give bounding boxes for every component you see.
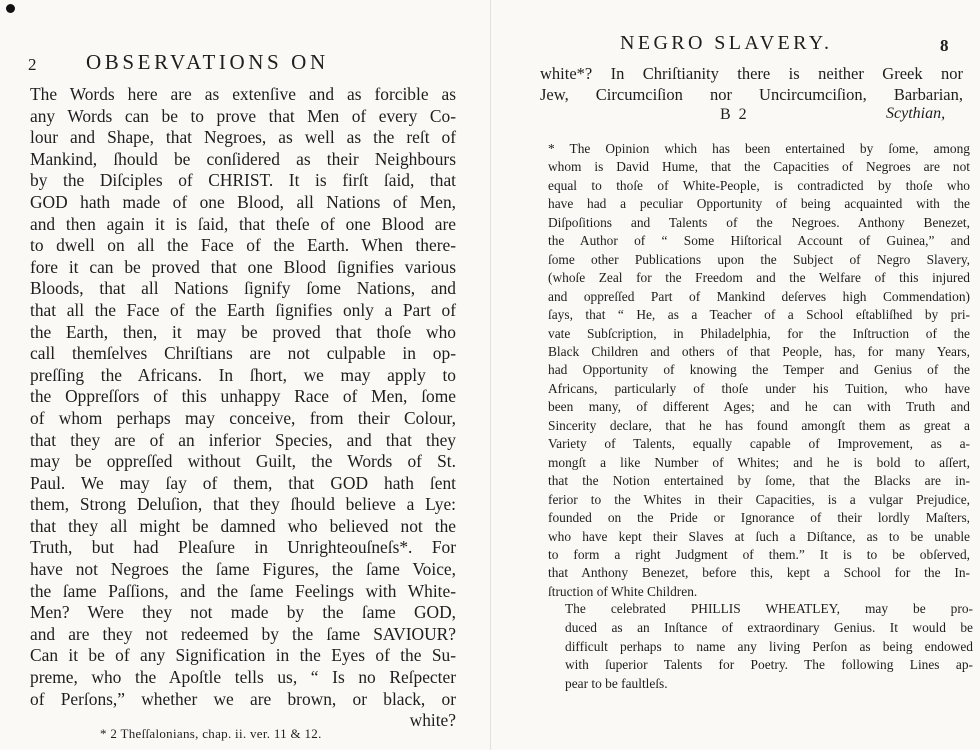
footnote-line: pear to be faultleſs. [565,676,668,692]
footnote-line: with ſuperior Talents for Poetry. The following Lines ap- [565,657,973,673]
text-line: white*? In Chriſtianity there is neither Greek nor [540,64,963,83]
text-line: that they all might be damned who believed not the [30,515,456,536]
text-line: that they are of an inferior Species, and that they [30,429,456,450]
footnote-line: and oppreſſed Part of Mankind deſerves high Commendation) [548,288,970,304]
catchword: Scythian, [886,105,946,122]
footnote-line: Black Children and others of that People, has, for many Years, [548,343,970,359]
wheatley-paragraph [565,600,973,694]
text-line: the Oppreſſors of this unhappy Race of Men, ſome [30,386,456,407]
text-line: of Perſons,” whether we are brown, or black, or [30,688,456,709]
text-line: call themſelves Chriſtians are not culpable in op- [30,343,456,364]
text-line: preſſing the Africans. In ſhort, we may apply to [30,364,456,385]
footnote-line: who have kept their Slaves at ſuch a Diſtance, as to be unable [548,528,970,544]
footnote-line: ſtruction of White Children. [548,583,698,599]
footnote-line: been many, of different Ages; and he can with Truth and [548,399,970,415]
footnote-line: ſome other Publications upon the Subject of Negro Slavery, [548,251,970,267]
footnote-line: Africans, particularly of thoſe under his Tuition, who have [548,380,970,396]
text-line: the Earth, then, it may be proved that thoſe who [30,321,456,342]
scripture-footnote: * 2 Theſſalonians, chap. ii. ver. 11 & 12. [100,726,322,741]
footnote-line: Variety of Talents, equally capable of Improvement, as a- [548,436,970,452]
text-line: Can it be of any Signification in the Eyes of the Su- [30,645,456,666]
footnote-line: that the Notion entertained by ſome, that the Blacks are in- [548,473,970,489]
text-line: any Words can be to prove that Men of every Co- [30,105,456,126]
text-line: have not Negroes the ſame Figures, the ſame Voice, [30,559,456,580]
text-line: by the Diſciples of CHRIST. It is firſt ſaid, that [30,170,456,191]
text-line: of whom perhaps may conceive, from their Colour, [30,407,456,428]
right-page-number: 8 [940,36,949,55]
text-line: Paul. We may ſay of them, that GOD hath ſent [30,472,456,493]
text-line: Truth, but had Pleaſure in Unrighteouſneſs*. For [30,537,456,558]
hume-footnote [548,140,970,601]
text-line: the ſame Paſſions, and the ſame Feelings with White- [30,580,456,601]
footnote-line: the Author of “ Some Hiſtorical Account of Guinea,” and [548,233,970,249]
footnote-line: duced as an Inſtance of extraordinary Genius. It would be [565,619,973,635]
text-line: preme, who the Apoſtle tells us, “ Is no Reſpecter [30,667,456,688]
footnote-line: ſays, that “ He, as a Teacher of a School eſtabliſhed by pri- [548,307,970,323]
text-line: Men? Were they not made by the ſame GOD, [30,602,456,623]
footnote-line: * The Opinion which has been entertained by ſome, among [548,141,970,156]
signature-mark: B 2 [720,106,749,123]
text-line: and are they not redeemed by the ſame SAVIOUR? [30,623,456,644]
text-line: and then again it is ſaid, that theſe of one Blood are [30,213,456,234]
text-line: lour and Shape, that Negroes, as well as the reſt of [30,127,456,148]
text-line: Jew, Circumciſion nor Uncircumciſion, Barbarian, [540,84,963,104]
text-line: to dwell on all the Face of the Earth. When there- [30,235,456,256]
footnote-line: have had a peculiar Opportunity of being acquainted with the [548,196,970,212]
left-page-number: 2 [28,55,37,74]
footnote-line: Sincerity declare, that he has found amongſt them as great a [548,417,970,433]
footnote-line: that Anthony Benezet, before this, kept a School for the In- [548,565,970,581]
ink-blot-mark [6,4,15,13]
text-line: Bloods, that all Nations ſignify ſome Nations, and [30,278,456,299]
footnote-line: equal to thoſe of White-People, is contradicted by thoſe who [548,177,970,193]
footnote-line: whom is David Hume, that the Capacities of Negroes are not [548,159,970,175]
footnote-line: difficult perhaps to name any living Perſon as being endowed [565,638,973,654]
left-body-text [30,84,456,732]
text-line: The Words here are as extenſive and as forcible as [30,84,456,104]
footnote-line: The celebrated PHILLIS WHEATLEY, may be pro- [565,601,973,616]
footnote-line: mongſt a like Number of Whites; and he is bold to aſſert, [548,454,970,470]
text-line: them, Strong Deluſion, that they ſhould believe a Lye: [30,494,456,515]
left-running-head: OBSERVATIONS ON [86,50,329,74]
footnote-line: (whoſe Zeal for the Freedom and the Welfare of this injured [548,270,970,286]
footnote-line: vate Subſcription, in Philadelphia, for the Inſtruction of the [548,325,970,341]
footnote-line: had Opportunity of knowing the Temper and Genius of the [548,362,970,378]
text-line: Mankind, ſhould be conſidered as their Neighbours [30,148,456,169]
text-line: fore it can be proved that one Blood ſignifies various [30,256,456,277]
catchword: white? [409,710,456,731]
right-continuation-text [540,64,963,105]
footnote-line: to form a right Judgment of them.” It is to be obſerved, [548,546,970,562]
footnote-line: Diſpoſitions and Talents of the Negroes. Anthony Benezet, [548,214,970,230]
footnote-line: ferior to the Whites in their Capacities, is a vulgar Prejudice, [548,491,970,507]
text-line: may be oppreſſed without Guilt, the Words of St. [30,451,456,472]
right-running-head: NEGRO SLAVERY. [620,32,833,54]
footnote-line: founded on the Pride or Ignorance of their lordly Maſters, [548,510,970,526]
text-line: GOD hath made of one Blood, all Nations of Men, [30,191,456,212]
text-line: that all the Face of the Earth ſignifies only a Part of [30,299,456,320]
